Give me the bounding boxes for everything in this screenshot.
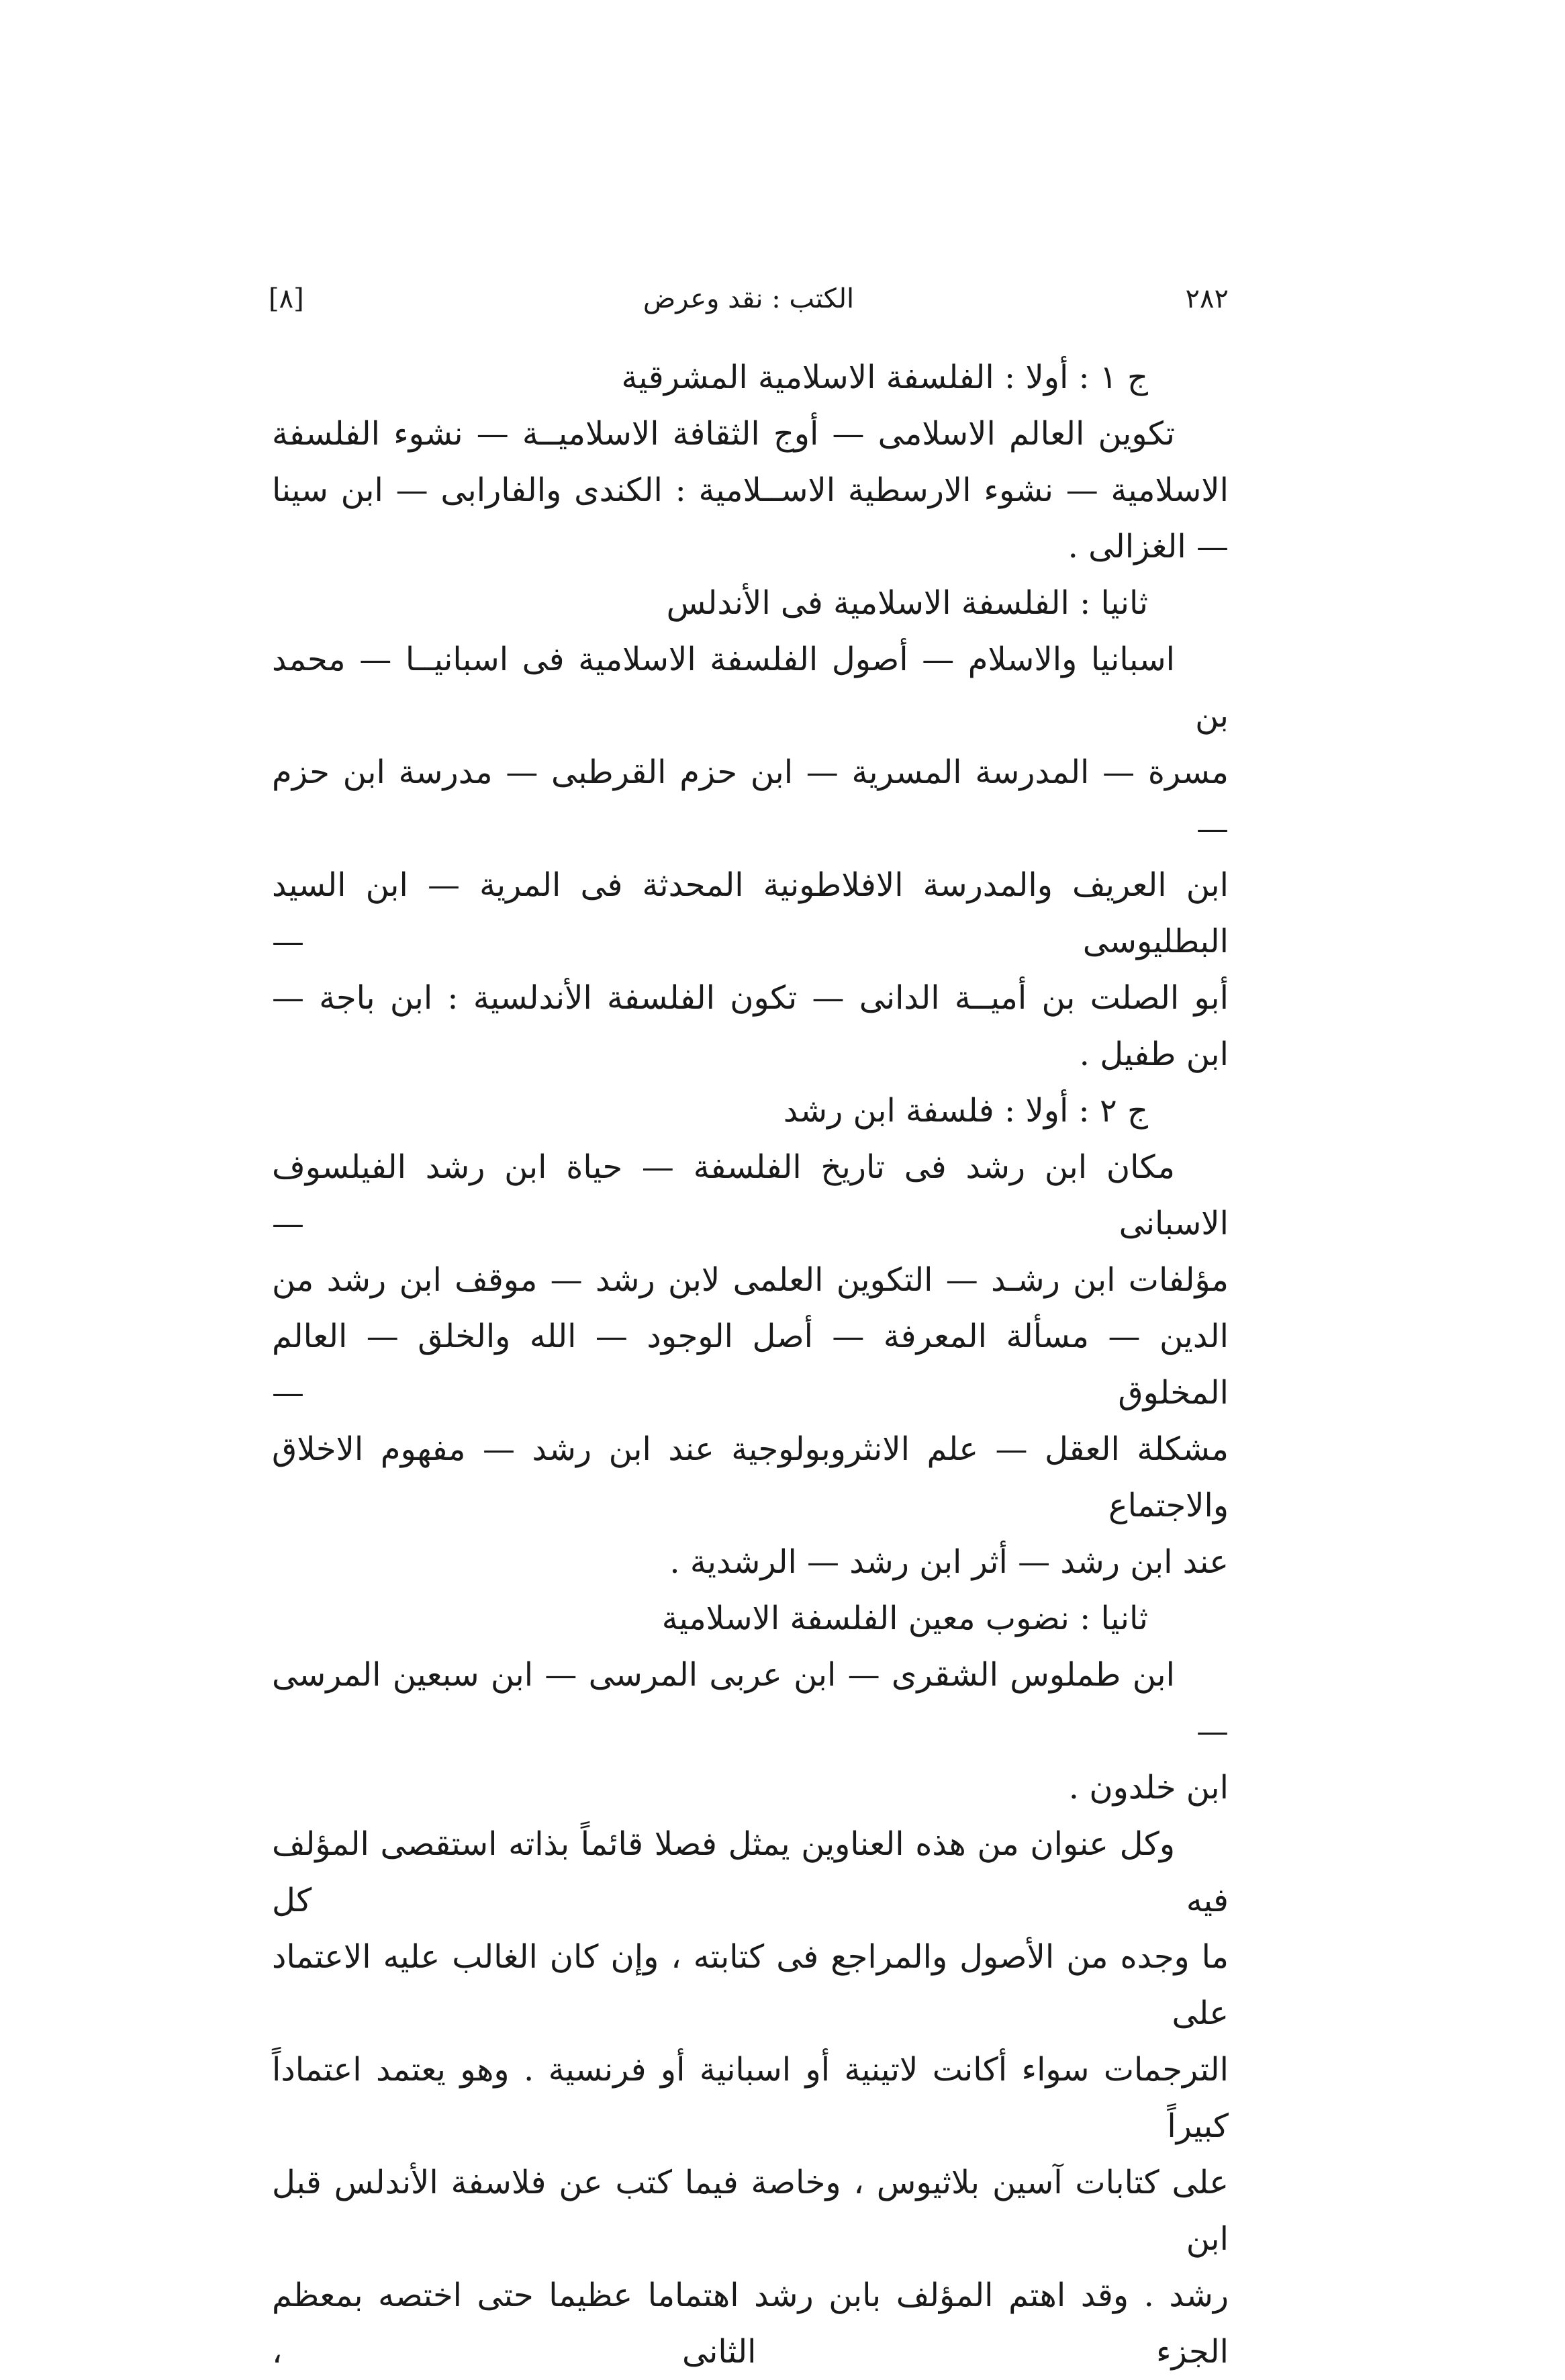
paragraph-line: على كتابات آسين بلاثيوس ، وخاصة فيما كتب عن فلاسفة الأندلس قبل ابن [272, 2164, 1229, 2258]
text-line: ابن طفيل . [1079, 1036, 1229, 1073]
text-line: اسبانيا والاسلام — أصول الفلسفة الاسلامية فى اسبانيــا — محمد بن [272, 641, 1229, 735]
text-line: ابن خلدون . [1068, 1769, 1229, 1806]
paragraph-line: ما وجده من الأصول والمراجع فى كتابته ، وإن كان الغالب عليه الاعتماد على [272, 1938, 1229, 2032]
text-line: ابن العريف والمدرسة الافلاطونية المحدثة فى المرية — ابن السيد البطليوسى — [272, 866, 1229, 960]
text-line: ابن طملوس الشقرى — ابن عربى المرسى — ابن سبعين المرسى — [272, 1656, 1229, 1750]
running-title: الكتب : نقد وعرض [643, 283, 855, 314]
text-line: مشكلة العقل — علم الانثروبولوجية عند ابن رشد — مفهوم الاخلاق والاجتماع [272, 1430, 1229, 1524]
issue-marker: [٨] [269, 283, 304, 314]
paragraph-line: الترجمات سواء أكانت لاتينية أو اسبانية أو فرنسية . وهو يعتمد اعتماداً كبيراً [272, 2051, 1229, 2145]
text-line: مسرة — المدرسة المسرية — ابن حزم القرطبى — مدرسة ابن حزم — [272, 753, 1229, 848]
text-line: — الغزالى . [1068, 528, 1229, 565]
text-line: تكوين العالم الاسلامى — أوج الثقافة الاسلاميــة — نشوء الفلسفة [272, 415, 1175, 453]
section-heading: ج ١ : أولا : الفلسفة الاسلامية المشرقية [621, 359, 1148, 396]
text-line: الدين — مسألة المعرفة — أصل الوجود — الله والخلق — العالم المخلوق — [272, 1318, 1229, 1412]
paragraph-line: رشد . وقد اهتم المؤلف بابن رشد اهتماما عظيما حتى اختصه بمعظم الجزء الثانى ، [272, 2277, 1229, 2371]
body-text [272, 349, 1229, 2380]
paragraph-line: وكل عنوان من هذه العناوين يمثل فصلا قائماً بذاته استقصى المؤلف فيه كل [272, 1825, 1229, 1919]
text-line: مؤلفات ابن رشـد — التكوين العلمى لابن رشد — موقف ابن رشد من [272, 1261, 1229, 1299]
section-heading: ثانيا : الفلسفة الاسلامية فى الأندلس [666, 584, 1148, 622]
section-heading: ثانيا : نضوب معين الفلسفة الاسلامية [661, 1600, 1148, 1637]
text-line: عند ابن رشد — أثر ابن رشد — الرشدية . [669, 1543, 1229, 1581]
text-line: مكان ابن رشد فى تاريخ الفلسفة — حياة ابن رشد الفيلسوف الاسبانى — [272, 1148, 1229, 1242]
page-header [269, 279, 1229, 332]
text-line: الاسلامية — نشوء الارسطية الاســلامية : الكندى والفارابى — ابن سينا [272, 471, 1229, 509]
page-number: ٢٨٢ [1185, 283, 1229, 314]
section-heading: ج ٢ : أولا : فلسفة ابن رشد [783, 1092, 1148, 1130]
text-line: أبو الصلت بن أميــة الدانى — تكون الفلسفة الأندلسية : ابن باجة — [272, 979, 1229, 1017]
